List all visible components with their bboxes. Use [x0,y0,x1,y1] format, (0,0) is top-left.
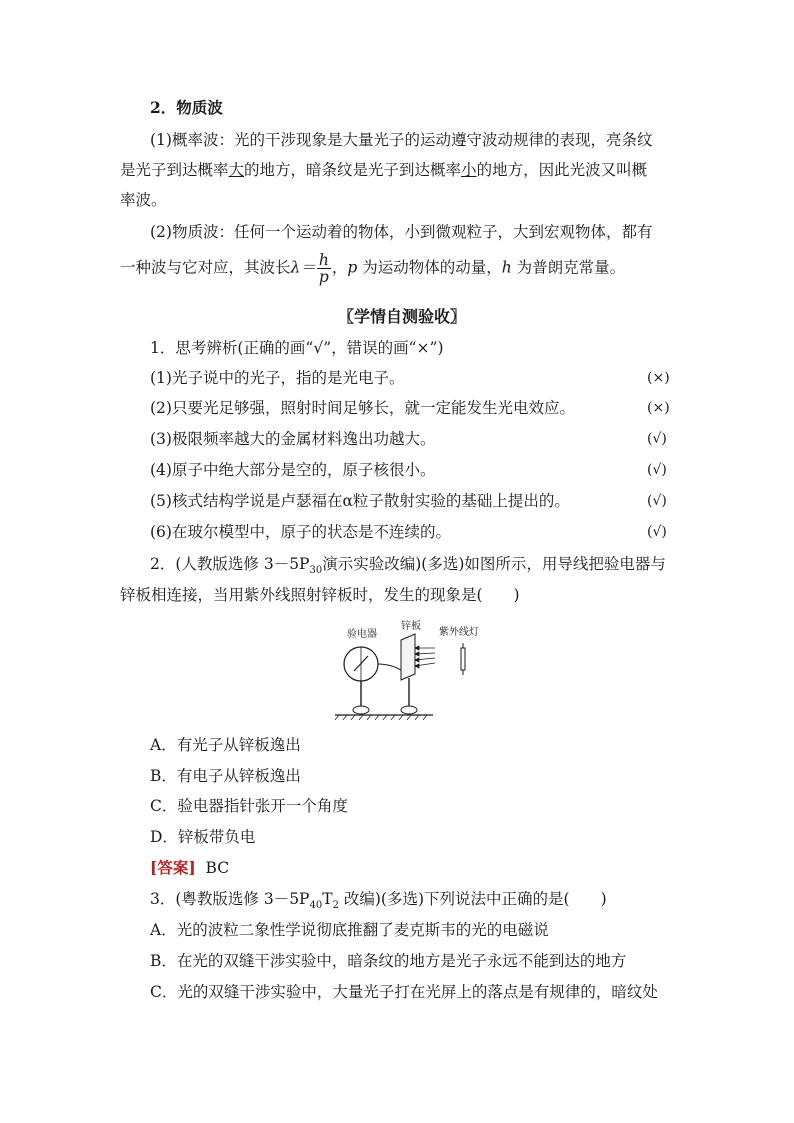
answer-label: [答案] [150,858,196,877]
prob-wave-line-3: 率波。 [120,191,167,209]
prob-wave-line-1: (1)概率波：光的干涉现象是大量光子的运动遵守波动规律的表现，亮条纹 [150,131,653,149]
q3-line-1: 3．(粤教版选修 $3-5P_{40}T_2$ 改编)(多选)下列说法中正确的是( ) [150,890,607,912]
uv-rays-icon [415,646,435,668]
label-zinc-plate: 锌板 [401,621,421,632]
electroscope-icon [344,647,378,714]
fraction-numerator: h [318,251,329,269]
q2-line-2: 锌板相连接，当用紫外线照射锌板时，发生的现象是( ) [120,586,520,604]
q3-option-a: A．光的波粒二象性学说彻底推翻了麦克斯韦的光的电磁说 [150,921,549,939]
q2-option-d: D．锌板带负电 [150,828,256,846]
underlined-big: 大 [228,161,245,179]
q1-item-5: (5)核式结构学说是卢瑟福在α粒子散射实验的基础上提出的。 [150,492,570,510]
q3-option-b: B．在光的双缝干涉实验中，暗条纹的地方是光子永远不能到达的地方 [150,952,627,970]
zinc-plate-icon [401,634,417,714]
q1-item-3: (3)极限频率越大的金属材料逸出功越大。 [150,430,436,448]
label-electroscope: 验电器 [347,629,377,640]
q3-option-c: C．光的双缝干涉实验中，大量光子打在光屏上的落点是有规律的，暗纹处 [150,983,658,1001]
matter-wave-line-2: 一种波与它对应，其波长λ＝ $\frac{h}{p}$ ，p 为运动物体的动量，h 为普朗克常量。 [120,251,626,286]
q1-mark-6: (√) [647,524,667,540]
q1-mark-3: (√) [647,431,667,447]
lambda-symbol: λ＝ [290,258,316,277]
fraction-denominator: p [318,268,329,286]
experiment-figure [333,618,483,722]
q1-item-4: (4)原子中绝大部分是空的，原子核很小。 [150,461,436,479]
prob-wave-line-2: 是光子到达概率大的地方，暗条纹是光子到达概率小的地方，因此光波又叫概 [120,161,648,179]
ground-base [335,715,433,720]
answer-value: BC [205,859,230,877]
q1-title: 1．思考辨析(正确的画“√”，错误的画“×”) [150,339,444,357]
q1-item-6: (6)在玻尔模型中，原子的状态是不连续的。 [150,523,451,541]
q1-mark-2: (×) [647,400,670,416]
q2-line-1: 2．(人教版选修 $3-5P_{30}$演示实验改编)(多选)如图所示，用导线把验电器与 [150,555,666,577]
q1-item-1: (1)光子说中的光子，指的是光电子。 [150,369,405,387]
matter-wave-line-1: (2)物质波：任何一个运动着的物体，小到微观粒子，大到宏观物体，都有 [150,223,653,241]
label-uv-lamp: 紫外线灯 [439,627,479,638]
q2-option-b: B．有电子从锌板逸出 [150,767,301,785]
q1-mark-4: (√) [647,462,667,478]
q2-option-a: A．有光子从锌板逸出 [150,736,301,754]
uv-lamp-icon [461,643,465,675]
q2-option-c: C．验电器指针张开一个角度 [150,797,348,815]
section-title-matter-wave: 2．物质波 [150,98,223,117]
q2-answer [150,858,229,878]
q1-item-2: (2)只要光足够强，照射时间足够长，就一定能发生光电效应。 [150,399,575,417]
section-heading-self-test: 〖学情自测验收〗 [338,307,467,326]
underlined-small: 小 [461,161,477,179]
wavelength-fraction [317,252,331,285]
q1-mark-5: (√) [647,493,667,509]
q1-mark-1: (×) [647,370,670,386]
